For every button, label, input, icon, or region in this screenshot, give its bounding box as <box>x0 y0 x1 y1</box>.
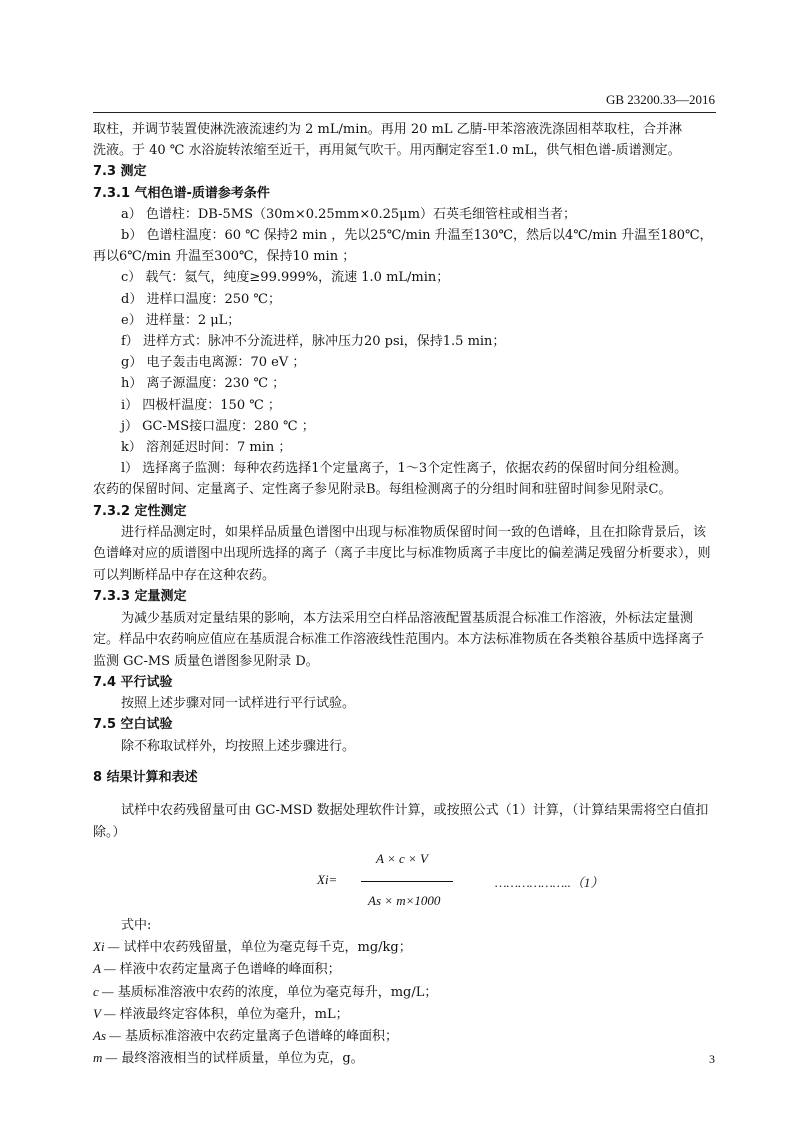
heading-7-3-1: 7.3.1 气相色谱-质谱参考条件 <box>93 185 270 201</box>
legend-item <box>93 1025 715 1047</box>
page-body <box>93 119 715 1070</box>
page-number: 3 <box>709 1052 715 1066</box>
condition-item: h） 离子源温度：230 ℃ ； <box>121 376 286 392</box>
formula-lhs: Xi= <box>317 872 338 888</box>
legend-item <box>93 981 715 1003</box>
heading-7-5: 7.5 空白试验 <box>93 717 173 733</box>
legend-symbol: m — <box>93 1050 118 1066</box>
condition-item-continuation: 再以6℃/min 升温至300℃，保持10 min ； <box>93 249 356 265</box>
legend-title: 式中: <box>121 918 152 934</box>
intro-line-2: 洗液。于 40 ℃ 水浴旋转浓缩至近干，再用氮气吹干。用丙酮定容至1.0 mL，供气相色谱-质谱测定。 <box>93 143 681 159</box>
condition-item: l） 选择离子监测：每种农药选择1个定量离子，1～3个定性离子，依据农药的保留时间分组检测。 <box>121 461 688 477</box>
condition-item: g） 电子轰击电离源：70 eV ； <box>121 355 306 371</box>
legend-item <box>93 1047 715 1069</box>
blank-test-text: 除不称取试样外，均按照上述步骤进行。 <box>121 738 356 754</box>
legend-item <box>93 1003 715 1025</box>
condition-item-continuation: 农药的保留时间、定量离子、定性离子参见附录B。每组检测离子的分组时间和驻留时间参见附录C。 <box>93 482 672 498</box>
legend-symbol: Xi — <box>93 939 120 955</box>
legend-desc: 最终溶液相当的试样质量，单位为克，g。 <box>117 1051 364 1067</box>
legend-symbol: A — <box>93 961 116 977</box>
legend-item <box>93 958 715 980</box>
formula-denominator: As × m×1000 <box>368 893 441 909</box>
legend-desc: 样液最终定容体积，单位为毫升，mL； <box>115 1006 349 1022</box>
condition-item: f） 进样方式：脉冲不分流进样，脉冲压力20 psi，保持1.5 min； <box>121 334 506 350</box>
condition-item: a） 色谱柱：DB-5MS（30m×0.25mm×0.25μm）石英毛细管柱或相当者； <box>121 206 576 222</box>
heading-8: 8 结果计算和表述 <box>93 769 198 785</box>
standard-code: GB 23200.33—2016 <box>605 92 715 107</box>
legend-desc: 基质标准溶液中农药的浓度，单位为毫克每升，mg/L； <box>113 984 438 1000</box>
heading-7-4: 7.4 平行试验 <box>93 675 173 691</box>
legend-desc: 试样中农药残留量，单位为毫克每千克，mg/kg； <box>119 940 412 956</box>
quantitative-paragraph: 为减少基质对定量结果的影响，本方法采用空白样品溶液配置基质混合标准工作溶液，外标法定量测定。样品中农药响应值应在基质混合标准工作溶液线性范围内。本方法标准物质在各类粮谷基质中选择离子监测 GC-MS 质量色谱图参见附录 D。 <box>93 610 705 669</box>
formula-1 <box>93 849 715 915</box>
condition-item: b） 色谱柱温度：60 ℃ 保持2 min ，先以25℃/min 升温至130℃，然后以4℃/min 升温至180℃， <box>121 228 713 244</box>
condition-item: k） 溶剂延迟时间：7 min ； <box>121 440 292 456</box>
legend-symbol: V — <box>93 1005 116 1021</box>
condition-item: c） 载气：氦气，纯度≥99.999%，流速 1.0 mL/min； <box>121 270 450 286</box>
condition-item: d） 进样口温度：250 ℃； <box>121 291 281 307</box>
formula-numerator: A × c × V <box>376 851 428 867</box>
legend-symbol: c — <box>93 983 114 999</box>
qualitative-paragraph: 进行样品测定时，如果样品质量色谱图中出现与标准物质保留时间一致的色谱峰，且在扣除背景后，该色谱峰对应的质谱图中出现所选择的离子（离子丰度比与标准物质离子丰度比的偏差满足残留分析要求），则可以判断样品中存在这种农药。 <box>93 524 711 583</box>
parallel-test-text: 按照上述步骤对同一试样进行平行试验。 <box>121 696 356 712</box>
formula-number: ………………..（1） <box>495 875 604 891</box>
heading-7-3: 7.3 测定 <box>93 164 147 180</box>
heading-7-3-2: 7.3.2 定性测定 <box>93 503 187 519</box>
fraction-bar <box>361 881 453 882</box>
calculation-paragraph: 试样中农药残留量可由 GC-MSD 数据处理软件计算，或按照公式（1）计算，（计算结果需将空白值扣除。） <box>93 803 709 840</box>
condition-item: e） 进样量：2 μL； <box>121 312 241 328</box>
condition-item: i） 四极杆温度：150 ℃ ； <box>121 397 281 413</box>
intro-line-1: 取柱，并调节装置使淋洗液流速约为 2 mL/min。再用 20 mL 乙腈-甲苯溶液洗涤固相萃取柱，合并淋 <box>93 122 683 137</box>
legend-item <box>93 936 715 958</box>
heading-7-3-3: 7.3.3 定量测定 <box>93 589 187 605</box>
legend-desc: 基质标准溶液中农药定量离子色谱峰的峰面积； <box>120 1029 398 1045</box>
condition-item: j） GC-MS接口温度：280 ℃ ； <box>121 418 315 434</box>
legend-symbol: As — <box>93 1028 121 1044</box>
legend-desc: 样液中农药定量离子色谱峰的峰面积； <box>115 962 341 978</box>
header-rule <box>93 112 716 113</box>
